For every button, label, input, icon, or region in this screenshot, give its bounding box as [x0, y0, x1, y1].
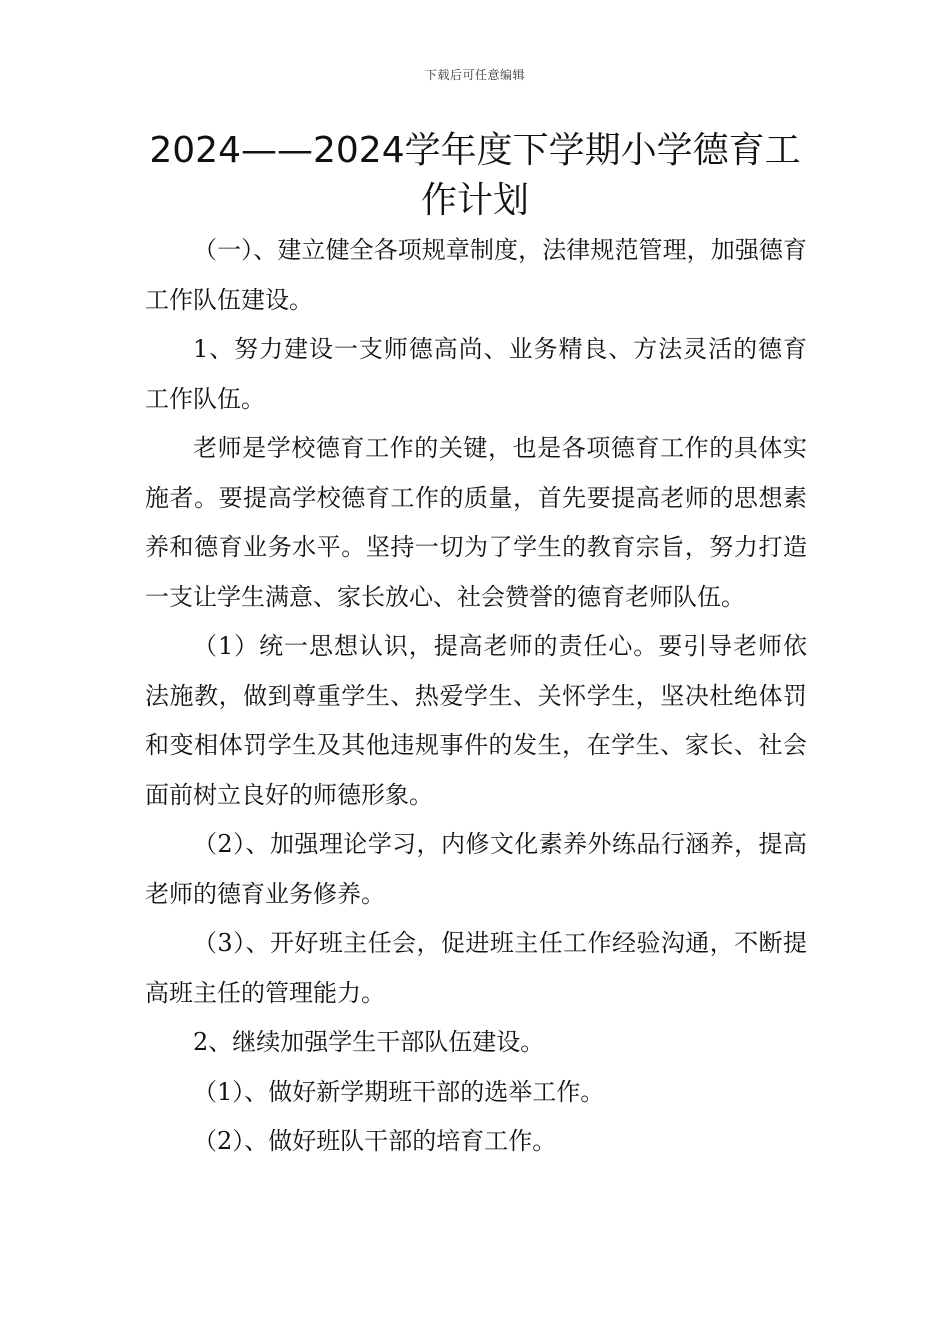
paragraph-item-1: 1、努力建设一支师德高尚、业务精良、方法灵活的德育工作队伍。 — [145, 335, 807, 413]
paragraph-teacher-role: 老师是学校德育工作的关键，也是各项德育工作的具体实施者。要提高学校德育工作的质量，首先要提高老师的思想素养和德育业务水平。坚持一切为了学生的教育宗旨，努力打造一支让学生满意、家长放心、社会赞誉的德育老师队伍。 — [145, 434, 807, 611]
paragraph-section-1: （一）、建立健全各项规章制度，法律规范管理，加强德育工作队伍建设。 — [145, 236, 807, 314]
paragraph-subitem-2-2: （2）、做好班队干部的培育工作。 — [193, 1127, 557, 1155]
paragraph-item-2: 2、继续加强学生干部队伍建设。 — [193, 1028, 545, 1056]
paragraph-subitem-2-1: （1）、做好新学期班干部的选举工作。 — [193, 1077, 605, 1106]
paragraph-subitem-3: （3）、开好班主任会，促进班主任工作经验沟通，不断提高班主任的管理能力。 — [145, 929, 807, 1007]
paragraph-subitem-2: （2）、加强理论学习，内修文化素养外练品行涵养，提高老师的德育业务修养。 — [145, 830, 807, 908]
document-title: 2024——2024学年度下学期小学德育工作计划 — [149, 130, 801, 221]
document-body — [145, 226, 807, 1167]
page-header-note: 下载后可任意编辑 — [424, 68, 525, 82]
paragraph-subitem-1: （1）统一思想认识，提高老师的责任心。要引导老师依法施教，做到尊重学生、热爱学生、关怀学生，坚决杜绝体罚和变相体罚学生及其他违规事件的发生，在学生、家长、社会面前树立良好的师德形象。 — [145, 632, 807, 809]
